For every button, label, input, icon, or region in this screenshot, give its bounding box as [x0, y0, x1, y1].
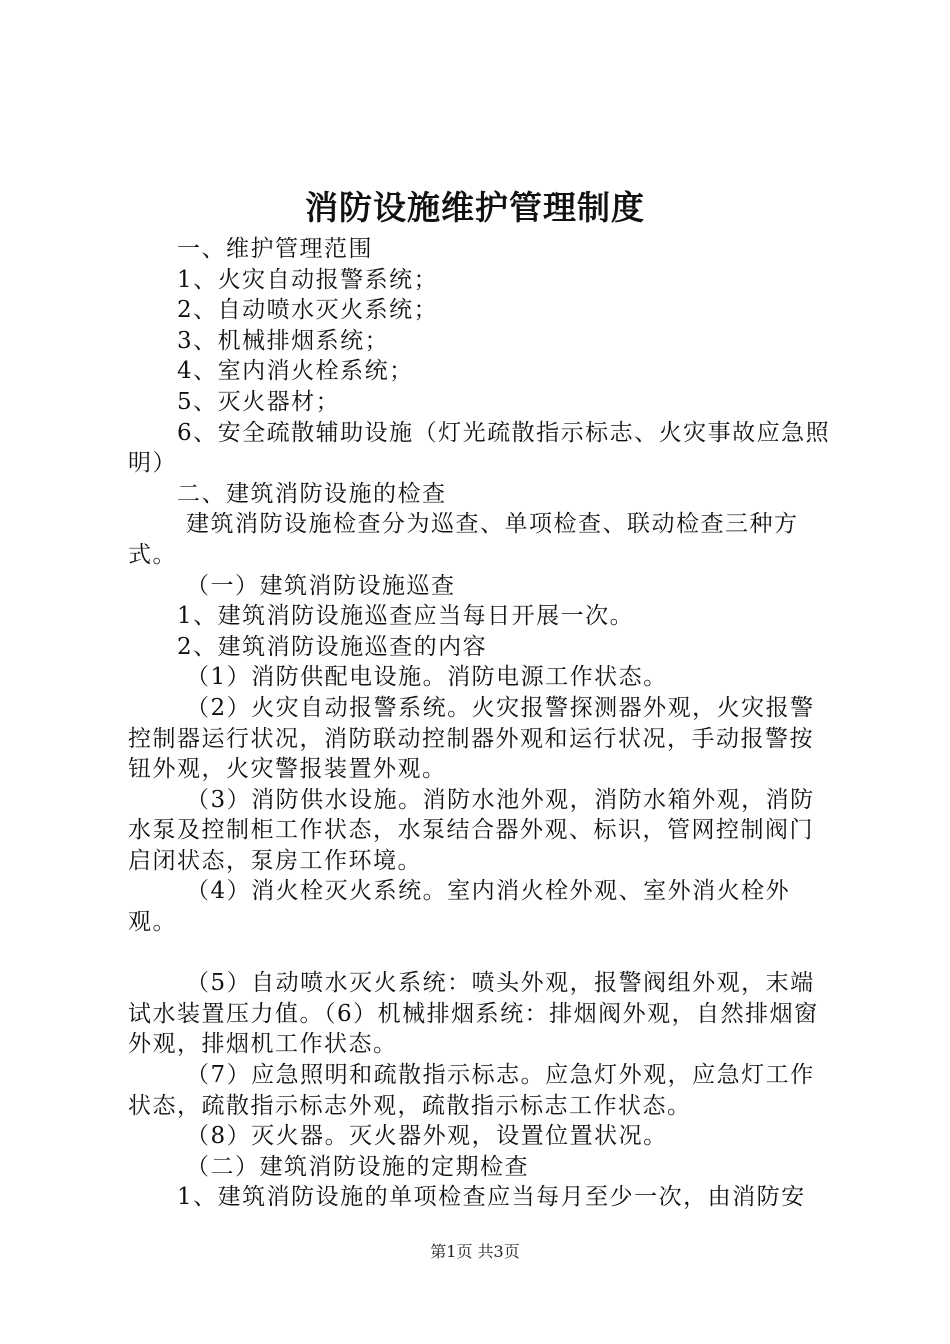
- list-item: 4、室内消火栓系统；: [177, 358, 414, 385]
- list-item: 5、灭火器材；: [177, 388, 341, 415]
- body-paragraph: 建筑消防设施检查分为巡查、单项检查、联动检查三种方式。: [128, 511, 799, 568]
- check-item: （7）应急照明和疏散指示标志。应急灯外观，应急灯工作状态，疏散指示标志外观，疏散指示标志工作状态。: [128, 1062, 815, 1119]
- check-item: （3）消防供水设施。消防水池外观，消防水箱外观，消防水泵及控制柜工作状态，水泵结合器外观、标识，管网控制阀门启闭状态，泵房工作环境。: [128, 786, 815, 874]
- list-item: 1、火灾自动报警系统；: [177, 266, 439, 293]
- document-body: [128, 234, 833, 1213]
- list-item: 1、建筑消防设施的单项检查应当每月至少一次，由消防安: [177, 1184, 806, 1211]
- list-item: 6、安全疏散辅助设施（灯光疏散指示标志、火灾事故应急照明）: [128, 419, 831, 477]
- blank-line: [128, 938, 833, 969]
- list-item: 3、机械排烟系统；: [177, 327, 390, 354]
- subsection-heading: （一）建筑消防设施巡查: [186, 572, 456, 599]
- section-heading: 一、维护管理范围: [177, 236, 373, 262]
- document-title: 消防设施维护管理制度: [305, 188, 645, 227]
- check-item: （5）自动喷水灭火系统：喷头外观，报警阀组外观，末端试水装置压力值。（6）机械排烟系统：排烟阀外观，自然排烟窗外观，排烟机工作状态。: [128, 970, 819, 1058]
- subsection-heading: （二）建筑消防设施的定期检查: [186, 1153, 529, 1180]
- list-item: 2、自动喷水灭火系统；: [177, 297, 439, 324]
- check-item: （2）火灾自动报警系统。火灾报警探测器外观，火灾报警控制器运行状况，消防联动控制器外观和运行状况，手动报警按钮外观，火灾警报装置外观。: [128, 694, 815, 783]
- list-item: 1、建筑消防设施巡查应当每日开展一次。: [177, 603, 635, 630]
- check-item: （4）消火栓灭火系统。室内消火栓外观、室外消火栓外观。: [128, 878, 791, 936]
- page-number: 第1页 共3页: [430, 1242, 520, 1261]
- list-item: 2、建筑消防设施巡查的内容: [177, 633, 488, 660]
- check-item: （8）灭火器。灭火器外观，设置位置状况。: [186, 1123, 668, 1150]
- check-item: （1）消防供配电设施。消防电源工作状态。: [186, 664, 668, 691]
- section-heading: 二、建筑消防设施的检查: [177, 480, 447, 507]
